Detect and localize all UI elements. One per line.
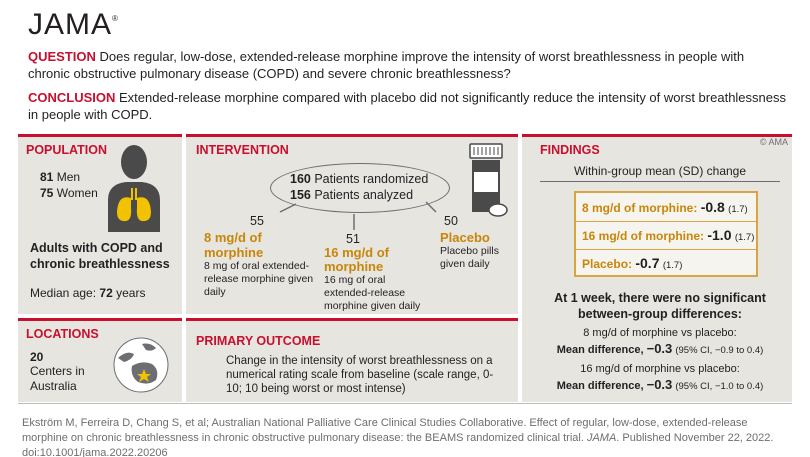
finding-row: 8 mg/d of morphine: -0.8 (1.7) [582, 199, 748, 215]
comparison-1-label: 8 mg/d of morphine vs placebo: [583, 327, 737, 339]
citation-rule [18, 403, 792, 404]
men-count: 81 Men [40, 170, 81, 184]
population-accent-bar [18, 134, 182, 137]
findings-divider [576, 221, 756, 222]
finding-row: 16 mg/d of morphine: -1.0 (1.7) [582, 227, 755, 243]
arm-1-name: 8 mg/d of morphine [204, 230, 264, 260]
primary-outcome-title: PRIMARY OUTCOME [196, 334, 321, 348]
women-count: 75 Women [40, 186, 98, 200]
pill-bottle-icon [466, 142, 512, 220]
findings-title: FINDINGS [540, 143, 600, 157]
globe-australia-icon [112, 336, 170, 394]
findings-subtitle-rule [540, 181, 780, 182]
randomized-count: 160 Patients randomized [290, 172, 429, 186]
conclusion-label: CONCLUSION [28, 90, 116, 105]
analyzed-count: 156 Patients analyzed [290, 188, 414, 202]
arm-1-n: 55 [250, 214, 264, 228]
locations-title: LOCATIONS [26, 327, 99, 341]
locations-accent-bar [18, 318, 182, 321]
comparison-2-value: Mean difference, −0.3 (95% CI, −1.0 to 0.4) [556, 377, 764, 392]
primary-outcome-text: Change in the intensity of worst breathlessness on a numerical rating scale from baseline (scale range, 0-10; 10 being worst or most intense) [226, 355, 494, 395]
arm-3-name: Placebo [440, 230, 490, 245]
arm-2-desc: 16 mg of oral extended-release morphine given daily [324, 274, 421, 312]
question-label: QUESTION [28, 49, 96, 64]
comparison-2-label: 16 mg/d of morphine vs placebo: [580, 363, 740, 375]
findings-divider [576, 249, 756, 250]
population-description: Adults with COPD and chronic breathlessness [30, 241, 170, 271]
median-age: Median age: 72 years [30, 286, 146, 300]
arm-1-desc: 8 mg of oral extended-release morphine given daily [204, 260, 314, 298]
citation: Ekström M, Ferreira D, Chang S, et al; Australian National Palliative Care Clinical Studies Collaborative. Effect of regular, low-dose, extended-release morphine on chronic breathlessness in chronic obstructive pulmonary disease: the BEAMS randomized clinical trial. JAMA. Published November 22, 2022. doi:10.1001/jama.2022.20206 [22, 417, 774, 457]
conclusion-text: Extended-release morphine compared with placebo did not significantly reduce the intensity of worst breathlessness in people with COPD. [28, 90, 786, 122]
findings-subtitle: Within-group mean (SD) change [573, 164, 747, 178]
conclusion-block [28, 89, 788, 123]
comparison-1-value: Mean difference, −0.3 (95% CI, −0.9 to 0.4) [556, 341, 764, 356]
population-title: POPULATION [26, 143, 108, 157]
copyright-text: © AMA [759, 137, 788, 147]
jama-logo: JAMA® [28, 8, 119, 41]
arm-3-desc: Placebo pills given daily [440, 245, 499, 270]
arm-2-name: 16 mg/d of morphine [324, 245, 390, 274]
question-block [28, 48, 788, 82]
person-lungs-icon [104, 142, 164, 232]
question-text: Does regular, low-dose, extended-release morphine improve the intensity of worst breathlessness in people with chronic obstructive pulmonary disease (COPD) and severe chronic breathlessness? [28, 49, 745, 81]
arm-3-n: 50 [444, 214, 458, 228]
findings-summary: At 1 week, there were no significant between-group differences: [554, 291, 766, 321]
findings-accent-bar [522, 134, 792, 137]
intervention-title: INTERVENTION [196, 143, 289, 157]
locations-count: 20 [30, 350, 44, 364]
locations-label: Centers in Australia [30, 364, 85, 393]
finding-row: Placebo: -0.7 (1.7) [582, 255, 683, 271]
findings-box [574, 191, 758, 277]
outcome-accent-bar [186, 318, 518, 321]
arm-2-n: 51 [346, 232, 360, 246]
